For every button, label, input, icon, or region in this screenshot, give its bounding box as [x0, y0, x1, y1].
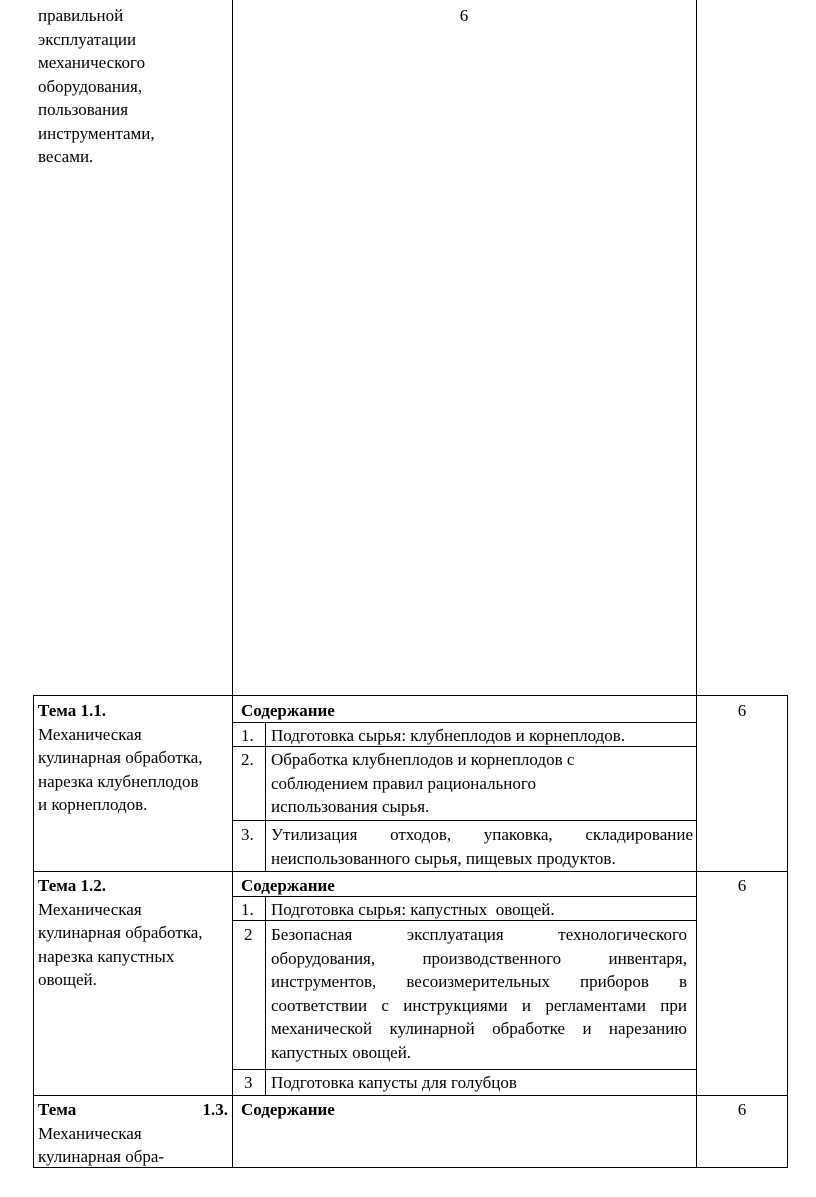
topic-title: Тема 1.1. — [38, 701, 106, 720]
item-line: Обработка клубнеплодов и корнеплодов с — [271, 750, 575, 769]
border — [232, 695, 233, 1168]
item-line: Безопасная эксплуатация технологического — [271, 925, 687, 944]
border — [696, 0, 697, 695]
border — [265, 896, 266, 1096]
text-line: инструментами, — [38, 123, 155, 143]
item-line: Подготовка капусты для голубцов — [271, 1073, 517, 1092]
item-text — [271, 898, 693, 922]
topic-hours: 6 — [737, 876, 747, 895]
item-text — [271, 1071, 693, 1095]
item-line: Подготовка сырья: капустных овощей. — [271, 900, 555, 919]
text-line: правильной — [38, 6, 124, 25]
border — [265, 722, 266, 872]
border — [33, 1095, 788, 1096]
border — [33, 695, 788, 696]
item-line: соблюдением правил рационального — [271, 773, 536, 793]
topic-1-1-cell — [38, 699, 230, 817]
topic-hours: 6 — [737, 701, 747, 720]
item-line: капустных овощей. — [271, 1042, 412, 1062]
text-line: весами. — [38, 147, 94, 166]
text-line: эксплуатации — [38, 29, 137, 49]
topic-1-3-cell — [38, 1098, 228, 1169]
item-text — [271, 923, 687, 1064]
content-heading: Содержание — [241, 1100, 335, 1119]
top-left-cell — [38, 4, 228, 169]
topic-name-line: кулинарная обра- — [38, 1147, 165, 1166]
text-line: механического — [38, 53, 146, 72]
topic-name-line: овощей. — [38, 970, 97, 989]
item-text — [271, 724, 693, 748]
topic-name-line: кулинарная обработка, — [38, 748, 203, 767]
top-hours: 6 — [459, 6, 469, 25]
content-heading: Содержание — [241, 876, 335, 895]
border — [33, 871, 788, 872]
topic-hours: 6 — [737, 1100, 747, 1119]
item-number: 3 — [244, 1073, 253, 1092]
topic-name-line: нарезка клубнеплодов — [38, 771, 199, 791]
item-number: 1. — [241, 726, 254, 745]
item-line: использования сырья. — [271, 797, 430, 816]
item-number: 2. — [241, 750, 254, 769]
topic-name-line: Механическая — [38, 1123, 142, 1143]
item-number: 2 — [244, 925, 253, 944]
border — [696, 695, 697, 1168]
border — [232, 820, 697, 821]
text-line: оборудования, — [38, 76, 143, 96]
topic-title: Тема 1.2. — [38, 876, 106, 895]
item-text — [271, 748, 693, 819]
item-line: Подготовка сырья: клубнеплодов и корнеплодов. — [271, 726, 626, 745]
topic-title — [38, 1098, 228, 1122]
item-text — [271, 823, 693, 870]
topic-name-line: кулинарная обработка, — [38, 923, 203, 942]
item-line: механической кулинарной обработке и нарезанию — [271, 1019, 687, 1038]
topic-name-line: Механическая — [38, 899, 142, 919]
item-line: неиспользованного сырья, пищевых продуктов. — [271, 848, 616, 868]
content-heading: Содержание — [241, 701, 335, 720]
border — [232, 1069, 697, 1070]
border — [232, 0, 233, 695]
border — [787, 695, 788, 1168]
item-number: 1. — [241, 900, 254, 919]
topic-title-word: Тема — [38, 1100, 77, 1119]
topic-name-line: и корнеплодов. — [38, 795, 148, 814]
topic-title-number: 1.3. — [202, 1100, 228, 1119]
item-line: Утилизация отходов, упаковка, складирование — [271, 825, 693, 844]
item-line: соответствии с инструкциями и регламентами при — [271, 995, 687, 1015]
topic-name-line: Механическая — [38, 724, 142, 744]
item-number: 3. — [241, 825, 254, 844]
topic-1-2-cell — [38, 874, 230, 992]
item-line: инструментов, весоизмерительных приборов в — [271, 972, 687, 991]
border — [33, 695, 34, 1168]
topic-name-line: нарезка капустных — [38, 946, 175, 966]
item-line: оборудования, производственного инвентаря, — [271, 948, 687, 968]
text-line: пользования — [38, 100, 129, 119]
